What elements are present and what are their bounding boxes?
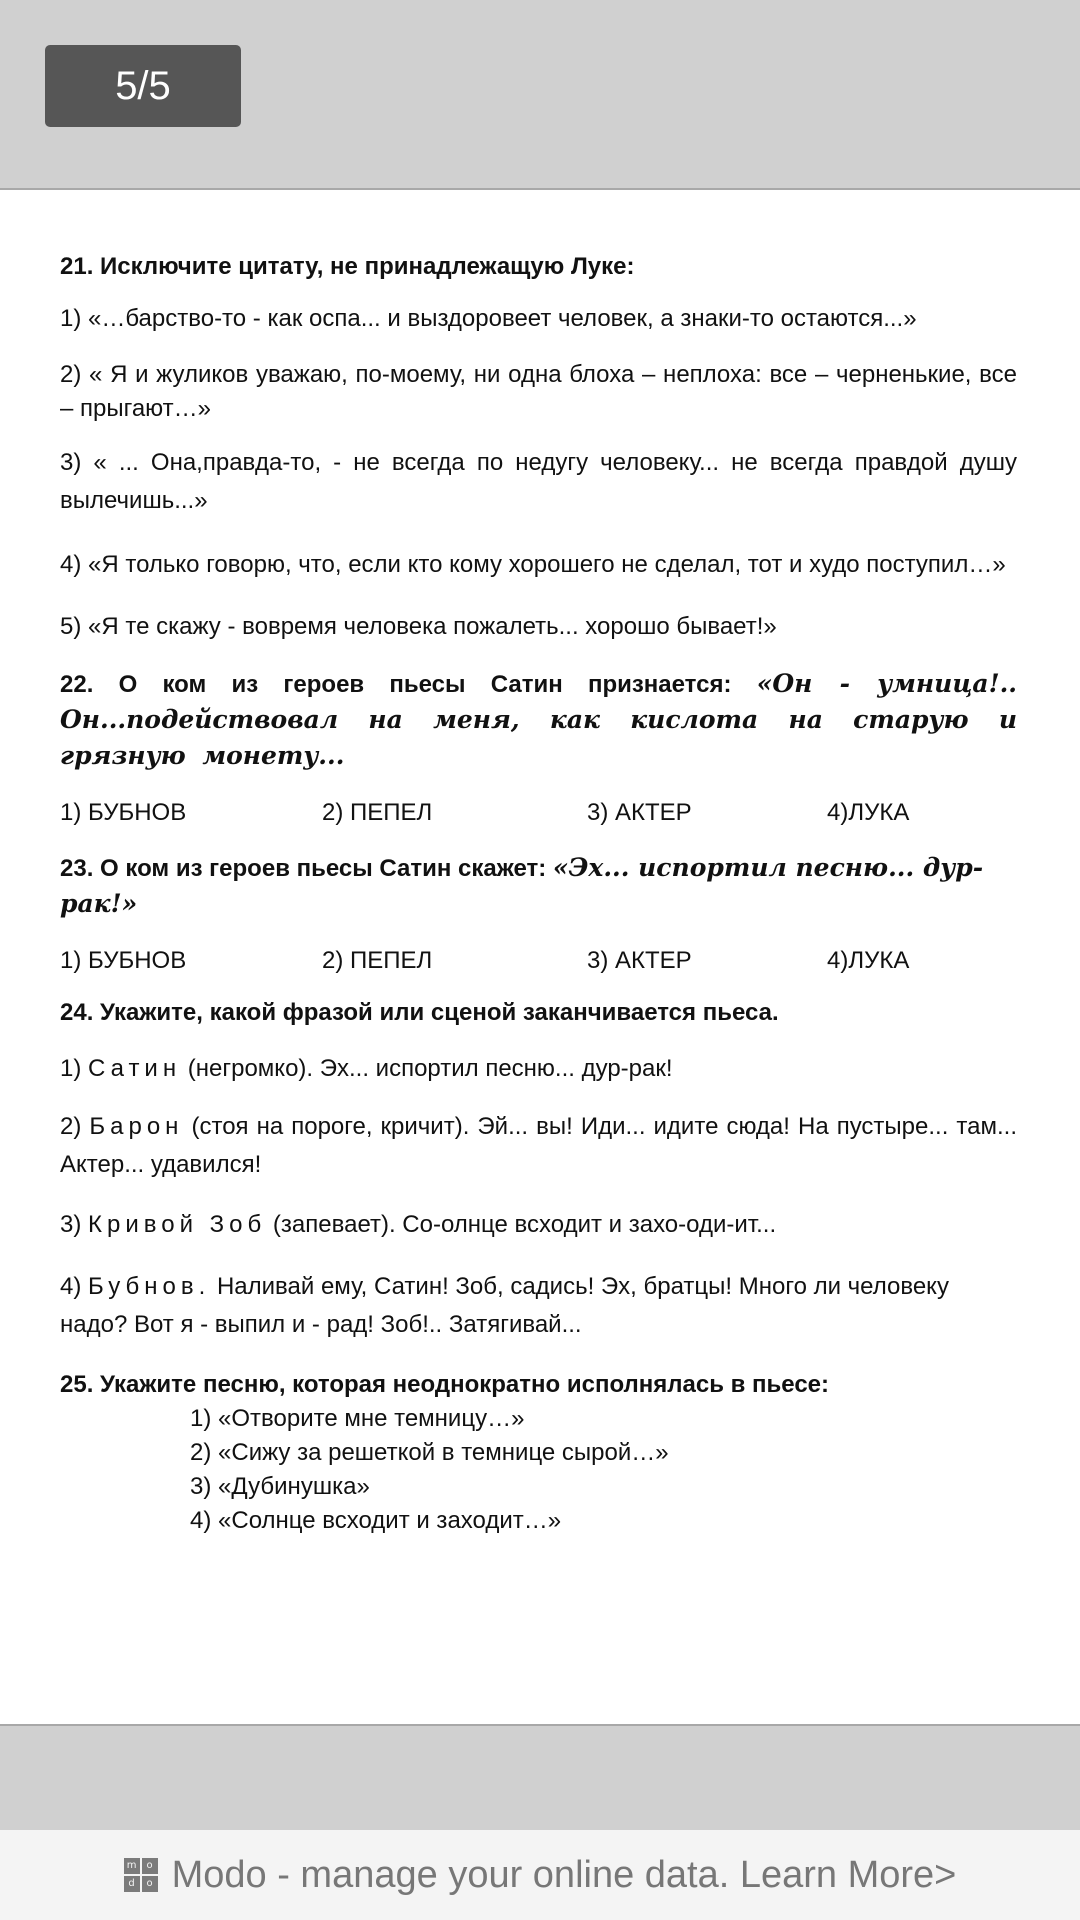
option-speaker: Кривой Зоб xyxy=(88,1211,267,1238)
answer-option: 1) «…барство-то - как оспа... и выздоровеет человек, а знаки-то остаются...» xyxy=(60,305,917,332)
answer-option: 4) «Солнце всходит и заходит…» xyxy=(190,1507,562,1534)
answer-option: 5) «Я те скажу - вовремя человека пожалеть... хорошо бывает!» xyxy=(60,613,777,640)
question-title: 25. Укажите песню, которая неоднократно исполнялась в пьесе: xyxy=(60,1371,830,1398)
document-page xyxy=(60,250,1017,1538)
ad-text-link[interactable]: Modo - manage your online data. Learn More> xyxy=(171,1853,957,1896)
page-indicator[interactable]: 5/5 xyxy=(45,45,241,127)
viewer-top-bar xyxy=(0,0,1080,190)
answer-option: 2) ПЕПЕЛ xyxy=(322,799,433,826)
answer-option: 1) БУБНОВ xyxy=(60,799,187,826)
answer-option: 1) «Отворите мне темницу…» xyxy=(190,1405,525,1432)
answer-option: 3) « ... Она,правда-то, - не всегда по недугу человеку... не всегда правдой душу вылечишь...» xyxy=(60,449,1017,514)
answer-option xyxy=(60,1052,1017,1086)
option-number: 3) xyxy=(60,1211,82,1238)
answer-option: 4)ЛУКА xyxy=(827,799,910,826)
option-number: 2) xyxy=(60,1113,82,1140)
question-quote: «Он - умница!.. Он...подействовал на меня, как кислота на старую и грязную монету... xyxy=(60,669,1017,770)
option-text: (запевает). Со-олнце всходит и захо-оди-ит... xyxy=(272,1211,777,1238)
ad-banner[interactable] xyxy=(0,1830,1080,1920)
answer-option xyxy=(60,1208,1017,1242)
answer-option: 4) «Я только говорю, что, если кто кому хорошего не сделал, тот и худо поступил…» xyxy=(60,551,1006,578)
answer-option: 4)ЛУКА xyxy=(827,947,910,974)
question-25 xyxy=(60,1368,1017,1538)
question-quote: «Эх... испортил песню... дур-рак!» xyxy=(60,853,984,918)
option-speaker: Сатин xyxy=(88,1055,182,1082)
option-number: 1) xyxy=(60,1055,82,1082)
question-22 xyxy=(60,666,1017,830)
question-title xyxy=(60,850,1017,922)
answer-option: 3) АКТЕР xyxy=(587,947,692,974)
answer-option: 2) «Сижу за решеткой в темнице сырой…» xyxy=(190,1439,669,1466)
answer-option: 3) «Дубинушка» xyxy=(190,1473,370,1500)
answer-option: 3) АКТЕР xyxy=(587,799,692,826)
answer-option: 2) « Я и жуликов уважаю, по-моему, ни одна блоха – неплоха: все – черненькие, все – прыгают…» xyxy=(60,361,1017,422)
modo-logo-icon: m o d o xyxy=(124,1858,158,1892)
answer-option xyxy=(60,1268,1017,1344)
question-21 xyxy=(60,250,1017,644)
answer-options-row xyxy=(60,944,1017,978)
option-text: (негромко). Эх... испортил песню... дур-рак! xyxy=(187,1055,673,1082)
question-title-text: 23. О ком из героев пьесы Сатин скажет: xyxy=(60,855,547,882)
question-title: 21. Исключите цитату, не принадлежащую Луке: xyxy=(60,253,635,280)
option-text: (стоя на пороге, кричит). Эй... вы! Иди... идите сюда! На пустыре... там... Актер... удавился! xyxy=(60,1113,1017,1178)
option-text: Наливай ему, Сатин! Зоб, садись! Эх, братцы! Много ли человеку надо? Вот я - выпил и - рад! Зоб!.. Затягивай... xyxy=(60,1273,949,1338)
answer-option: 2) ПЕПЕЛ xyxy=(322,947,433,974)
option-speaker: Барон xyxy=(89,1113,184,1140)
question-23 xyxy=(60,850,1017,978)
answer-option xyxy=(60,1108,1017,1184)
question-24 xyxy=(60,996,1017,1344)
answer-options-row xyxy=(60,796,1017,830)
option-number: 4) xyxy=(60,1273,82,1300)
option-speaker: Бубнов. xyxy=(88,1273,211,1300)
answer-list xyxy=(190,1402,1017,1538)
question-title: 24. Укажите, какой фразой или сценой заканчивается пьеса. xyxy=(60,999,779,1026)
question-title-text: 22. О ком из героев пьесы Сатин признается: xyxy=(60,671,732,698)
question-title xyxy=(60,666,1017,774)
answer-option: 1) БУБНОВ xyxy=(60,947,187,974)
viewer-bottom-bar xyxy=(0,1724,1080,1830)
